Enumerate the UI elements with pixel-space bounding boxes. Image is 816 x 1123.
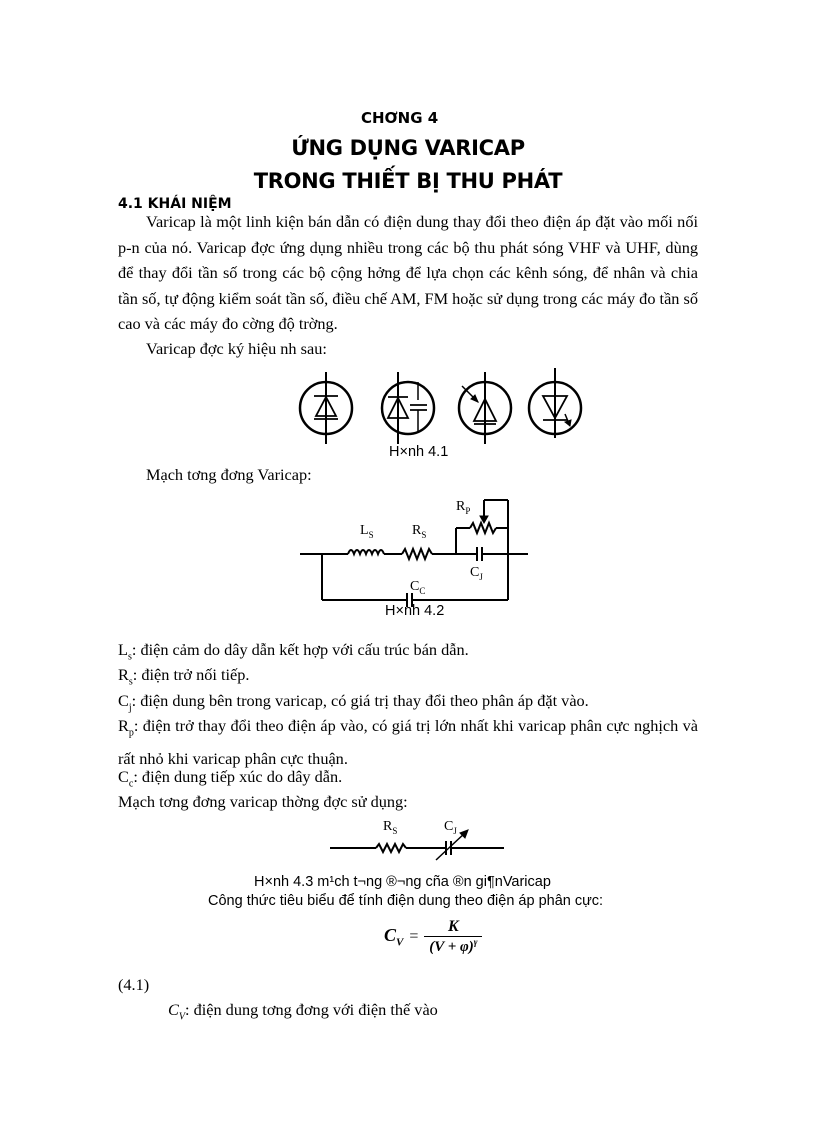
equiv-circuit-heading: Mạch tơng đơng Varicap: (146, 465, 312, 484)
chapter-title-line2: TRONG THIẾT BỊ THU PHÁT (253, 169, 563, 193)
definition-cc: $C_c$: điện dung tiếp xúc do dây dẫn. (118, 767, 343, 790)
label-cj: $C_J$ (470, 565, 483, 582)
label-rs-simple: $R_S$ (383, 819, 398, 836)
label-cc: $C_C$ (410, 579, 426, 596)
label-rp: $R_P$ (456, 499, 471, 516)
definition-cj: $C_j$: điện dung bên trong varicap, có giá trị thay đổi theo phân áp đặt vào. (118, 691, 589, 714)
symbol-intro: Varicap đợc ký hiệu nh sau: (146, 339, 327, 358)
chapter-label: CHƠNG 4 (361, 109, 439, 127)
definition-rs: $R_s$: điện trở nối tiếp. (118, 665, 250, 688)
varicap-symbol-3 (459, 372, 511, 444)
resistor-rs (402, 549, 432, 559)
equivalent-circuit-figure (290, 490, 540, 615)
cv-definition: $C_V$: điện dung tơng đơng với điện thế vào (168, 1000, 438, 1023)
label-cj-simple: $C_J$ (444, 819, 457, 836)
figure-4-3-caption: H×nh 4.3 m¹ch t¬ng ®¬ng cña ®n gi¶nVaricap (254, 874, 551, 890)
chapter-title-line1: ỨNG DỤNG VARICAP (291, 136, 525, 160)
label-ls: $L_S$ (360, 523, 374, 540)
usual-circuit-heading: Mạch tơng đơng varicap thờng đợc sử dụng: (118, 792, 408, 811)
varicap-symbol-4 (529, 368, 581, 438)
label-rs: $R_S$ (412, 523, 427, 540)
simple-equivalent-figure (328, 818, 508, 863)
intro-paragraph: Varicap là một linh kiện bán dẫn có điện dung thay đổi theo điện áp đặt vào mối nối p-n của nó. Varicap đợc ứng dụng nhiều trong các bộ thu phát sóng VHF và UHF, dùng để thay đổi tần số trong các bộ cộng hởng để lựa chọn các kênh sóng, để nhân và chia tần số, tự động kiểm soát tần số, điều chế AM, FM hoặc sử dụng trong các máy đo tần số cao và các máy đo cờng độ trờng. (118, 212, 698, 333)
resistor-rp (470, 523, 496, 533)
varicap-symbol-2 (382, 372, 434, 444)
equation-number: (4.1) (118, 975, 150, 994)
figure-4-1-caption: H×nh 4.1 (389, 444, 449, 460)
definition-rp: $R_p$: điện trở thay đổi theo điện áp vào, có giá trị lớn nhất khi varicap phân cực nghịch và rất nhỏ khi varicap phân cực thuận. (118, 716, 698, 768)
varicap-symbol-1 (300, 372, 352, 444)
varicap-symbols-figure (290, 366, 590, 446)
inductor-ls (348, 550, 384, 554)
figure-4-2-caption: H×nh 4.2 (385, 603, 445, 619)
section-heading: 4.1 KHÁI NIỆM (118, 196, 232, 212)
formula-intro: Công thức tiêu biểu để tính điện dung theo điện áp phân cực: (208, 893, 604, 909)
resistor-rs-simple (376, 844, 406, 852)
capacitance-formula: $C_V$ = K $(V + \varphi)^\gamma$ (384, 918, 482, 956)
definition-ls: $L_s$: điện cảm do dây dẫn kết hợp với cấu trúc bán dẫn. (118, 640, 469, 663)
